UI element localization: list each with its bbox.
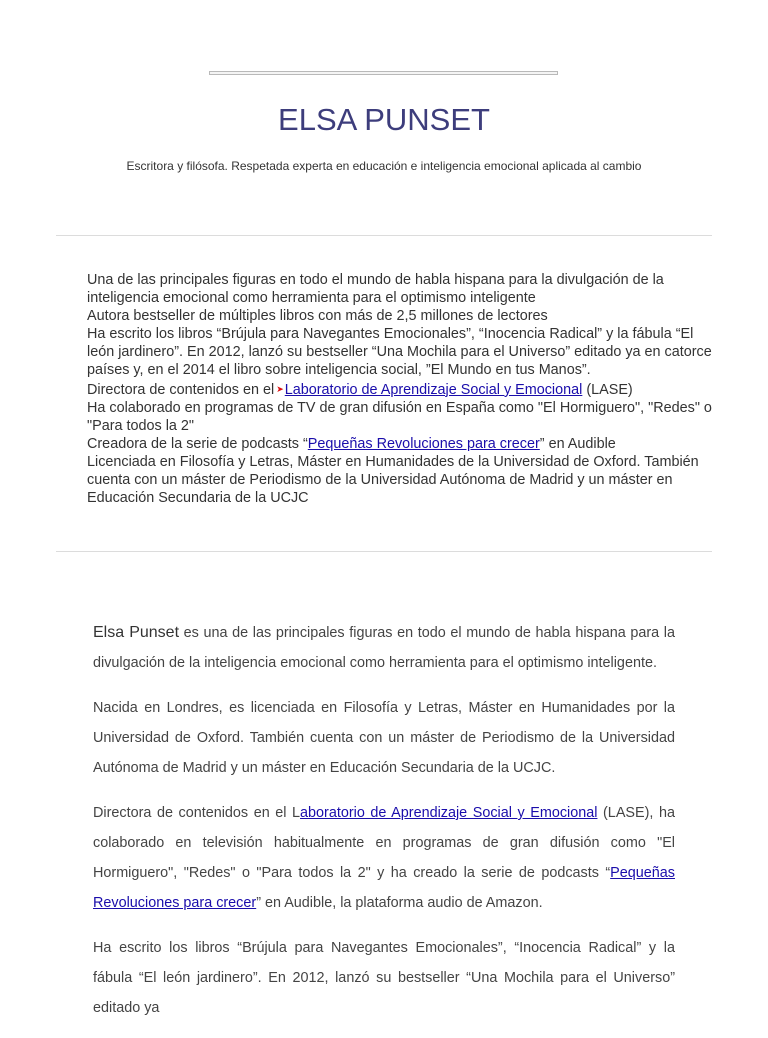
- lase-link[interactable]: Laboratorio de Aprendizaje Social y Emocional: [284, 381, 583, 398]
- prose-paragraph: Elsa Punset es una de las principales figuras en todo el mundo de habla hispana para la divulgación de la inteligencia emocional como herramienta para el optimismo inteligente.: [93, 624, 675, 671]
- bio-line: Una de las principales figuras en todo el mundo de habla hispana para la divulgación de la inteligencia emocional como herramienta para el optimismo inteligente: [87, 272, 664, 307]
- podcast-link-prose[interactable]: Pequeñas Revoluciones para crecer: [93, 865, 675, 911]
- page-subtitle: Escritora y filósofa. Respetada experta en educación e inteligencia emocional aplicada al cambio: [126, 159, 642, 173]
- top-decorative-bar: [209, 71, 558, 75]
- divider-middle: [56, 551, 712, 552]
- bio-line-podcast: Creadora de la serie de podcasts “Pequeñas Revoluciones para crecer” en Audible: [87, 435, 616, 452]
- biography-prose: [93, 618, 675, 1038]
- bio-line: Licenciada en Filosofía y Letras, Máster en Humanidades de la Universidad de Oxford. También cuenta con un máster de Periodismo de la Universidad Autónoma de Madrid y un máster en Educación Secundaria de la UCJC: [87, 453, 699, 507]
- bio-line-lase: Directora de contenidos en el ➤Laboratorio de Aprendizaje Social y Emocional (LASE): [87, 381, 633, 398]
- bio-line: Autora bestseller de múltiples libros con más de 2,5 millones de lectores: [87, 308, 548, 325]
- bio-line: Ha escrito los libros “Brújula para Navegantes Emocionales”, “Inocencia Radical” y la fábula “El león jardinero”. En 2012, lanzó su bestseller “Una Mochila para el Universo” editado ya en catorce países y, en el 2014 el libro sobre inteligencia social, ”El Mundo en tus Manos”.: [87, 326, 712, 379]
- divider-top: [56, 235, 712, 236]
- arrow-icon: ➤: [276, 383, 284, 394]
- prose-paragraph: Ha escrito los libros “Brújula para Navegantes Emocionales”, “Inocencia Radical” y la fábula “El león jardinero”. En 2012, lanzó su bestseller “Una Mochila para el Universo” editado ya: [93, 940, 675, 1016]
- prose-paragraph: Nacida en Londres, es licenciada en Filosofía y Letras, Máster en Humanidades por la Universidad de Oxford. También cuenta con un máster de Periodismo de la Universidad Autónoma de Madrid y un máster en Educación Secundaria de la UCJC.: [93, 700, 675, 776]
- bio-summary-list: [87, 271, 713, 507]
- page-title: ELSA PUNSET: [278, 102, 490, 137]
- prose-paragraph: Directora de contenidos en el Laboratorio de Aprendizaje Social y Emocional (LASE), ha colaborado en televisión habitualmente en programas de gran difusión como "El Hormiguero", "Redes" o "Para todos la 2" y ha creado la serie de podcasts “Pequeñas Revoluciones para crecer” en Audible, la plataforma audio de Amazon.: [93, 805, 675, 911]
- lase-link-prose[interactable]: aboratorio de Aprendizaje Social y Emocional: [300, 805, 598, 821]
- bio-line: Ha colaborado en programas de TV de gran difusión en España como "El Hormiguero", "Redes" o "Para todos la 2": [87, 399, 712, 434]
- lead-name: Elsa Punset: [93, 624, 180, 641]
- podcast-link[interactable]: Pequeñas Revoluciones para crecer: [307, 435, 540, 452]
